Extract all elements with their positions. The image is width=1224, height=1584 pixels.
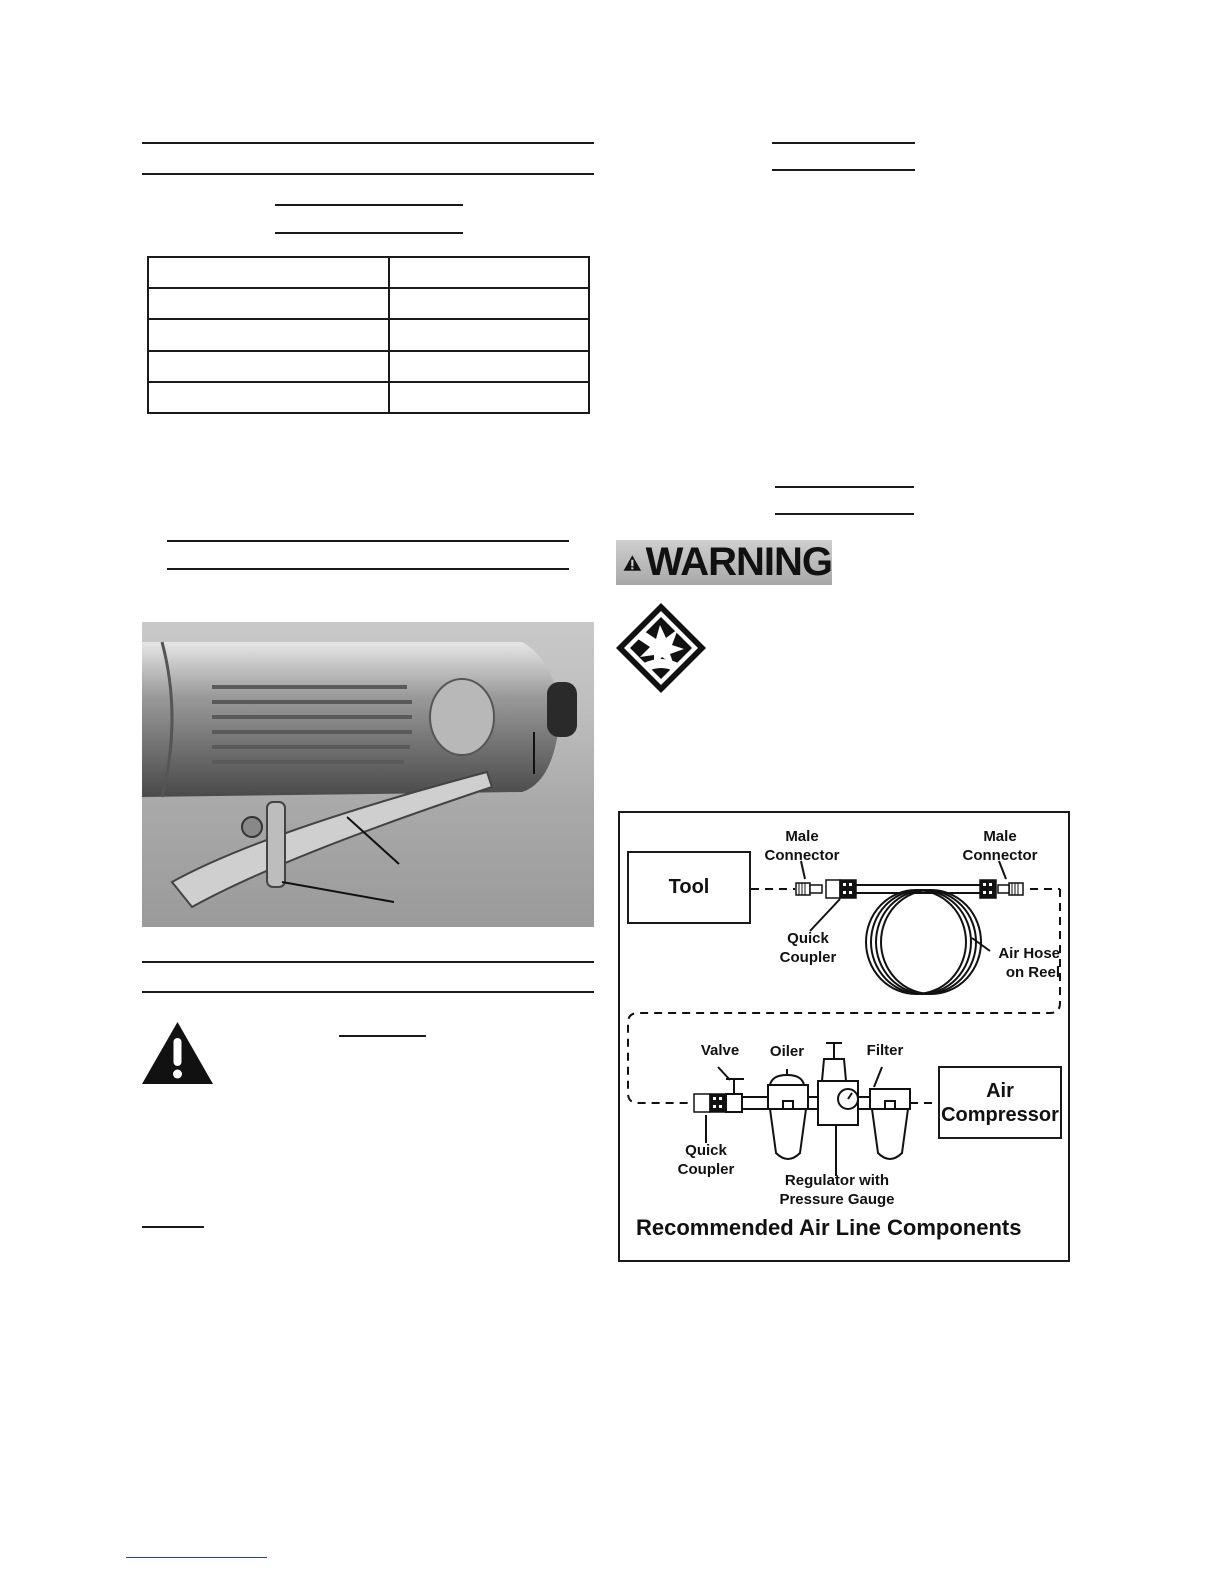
quick-coupler-bottom-label: Quick Coupler: [677, 1142, 735, 1178]
subheading-rule-bottom: [275, 232, 463, 234]
caution-triangle-icon: [140, 1020, 215, 1086]
filter-label: Filter: [866, 1042, 904, 1059]
air-line-components-diagram: [618, 811, 1070, 1262]
table-row: [148, 319, 589, 350]
diagram-caption: Recommended Air Line Components: [636, 1215, 1022, 1240]
air-hose-label: Air Hose on Reel: [998, 945, 1060, 981]
valve-label: Valve: [700, 1042, 740, 1059]
oiler-label: Oiler: [769, 1043, 805, 1060]
warning-triangle-icon: [623, 548, 642, 578]
figure-heading-rule-top: [167, 540, 569, 542]
regulator-label: Regulator with Pressure Gauge: [779, 1172, 895, 1208]
male-connector-right-label: Male Connector: [962, 828, 1038, 864]
section2-rule-top: [142, 961, 594, 963]
table-row: [148, 257, 589, 288]
warning-badge: [616, 540, 832, 585]
table-row: [148, 288, 589, 319]
right-heading-rule-top: [772, 142, 915, 144]
subheading-rule-top: [275, 204, 463, 206]
note-heading-underline: [142, 1226, 204, 1228]
air-tool-photo: [142, 622, 594, 927]
table-row: [148, 351, 589, 382]
caution-heading-underline: [339, 1035, 426, 1037]
warning-label: WARNING: [645, 540, 832, 584]
right-subheading-rule-bottom: [775, 513, 914, 515]
right-heading-rule-bottom: [772, 169, 915, 171]
tool-label: Tool: [668, 876, 710, 898]
table-row: [148, 382, 589, 413]
figure-heading-rule-bottom: [167, 568, 569, 570]
specifications-table: [147, 256, 590, 414]
right-subheading-rule-top: [775, 486, 914, 488]
explosion-fire-icon: [614, 601, 708, 695]
section-rule-top: [142, 142, 594, 144]
section2-rule-bottom: [142, 991, 594, 993]
section-rule-bottom: [142, 173, 594, 175]
male-connector-left-label: Male Connector: [764, 828, 840, 864]
footer-link-underline[interactable]: [126, 1557, 267, 1558]
air-compressor-box: Air Compressor: [938, 1066, 1062, 1139]
tool-box: [627, 851, 751, 924]
quick-coupler-top-label: Quick Coupler: [779, 930, 837, 966]
